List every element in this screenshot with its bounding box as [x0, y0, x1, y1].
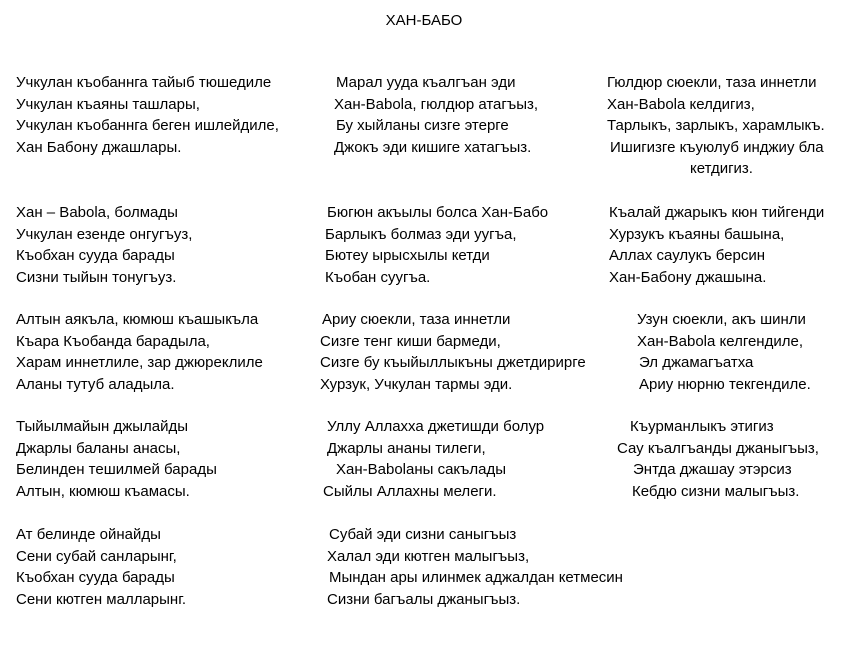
poem-line: Марал ууда къалгъан эди — [336, 74, 516, 91]
poem-line: Бюгюн акъылы болса Хан-Бабо — [327, 204, 549, 221]
poem-line: Аланы тутуб аладыла. — [16, 375, 175, 393]
poem-line: Ариу нюрню текгендиле. — [639, 375, 811, 393]
poem-line: Тарлыкъ, зарлыкъ, харамлыкъ. — [607, 117, 825, 135]
poem-line: Бу хыйланы сизге этерге — [336, 117, 509, 135]
poem-line: Сени субай санларынг, — [16, 547, 177, 565]
poem-line: Хан-Babolaны сакълады — [336, 461, 506, 479]
stanza-1 — [16, 72, 279, 158]
poem-line: Субай эди сизни саныгъыз — [329, 526, 517, 543]
poem-line: Сени кютген малларынг. — [16, 590, 187, 608]
poem-line: Энтда джашау этэрсиз — [633, 461, 792, 479]
poem-line: Гюлдюр сюекли, таза иннетли — [607, 74, 817, 91]
stanza-4 — [16, 202, 192, 288]
poem-line: Хурзукъ къаяны башына, — [609, 225, 785, 243]
poem-line: Мындан ары илинмек аджалдан кетмесин — [329, 569, 623, 587]
poem-line: Аллах саулукъ берсин — [609, 247, 765, 265]
poem-line: Халал эди кютген малыгъыз, — [327, 547, 530, 565]
poem-line: Хан-Babola келгендиле, — [637, 332, 803, 350]
stanza-9 — [637, 309, 811, 395]
stanza-7 — [16, 309, 263, 395]
poem-line: Сизге тенг киши бармеди, — [320, 332, 501, 350]
poem-title: ХАН-БАБО — [385, 12, 463, 29]
poem-line: Хан-Babola келдигиз, — [607, 95, 755, 113]
poem-line: Джарлы ананы тилеги, — [327, 439, 486, 457]
poem-line: Къара Къобанда барадыла, — [16, 332, 210, 350]
poem-line: Тыйылмайын джылайды — [16, 418, 189, 435]
poem-line: Уллу Аллахха джетишди болур — [327, 418, 545, 435]
poem-line: Джарлы баланы анасы, — [16, 439, 181, 457]
poem-line: Сизни багъалы джаныгъыз. — [327, 590, 521, 608]
poem-line: Хан-Babola, гюлдюр атагъыз, — [334, 95, 539, 113]
poem-line: Хан-Бабону джашына. — [609, 268, 767, 286]
poem-line: Алтын, кюмюш къамасы. — [16, 482, 190, 500]
poem-line: Узун сюекли, акъ шинли — [637, 311, 806, 328]
poem-line: Къурманлыкъ этигиз — [630, 418, 774, 435]
poem-line: Ат белинде ойнайды — [16, 526, 161, 543]
poem-line: Ариу сюекли, таза иннетли — [322, 311, 511, 328]
poem-line: Хан – Babola, болмады — [16, 204, 178, 221]
poem-line: Белинден тешилмей барады — [16, 461, 217, 479]
stanza-11 — [323, 416, 544, 502]
poem-line: Алтын аякъла, кюмюш къашыкъла — [16, 311, 259, 328]
poem-line: Къалай джарыкъ кюн тийгенди — [609, 204, 825, 221]
poem-line: Сизге бу къыйыллыкъны джетдирирге — [320, 354, 586, 372]
poem-line: Джокъ эди кишиге хатагъыз. — [334, 138, 532, 156]
poem-line: Хурзук, Учкулан тармы эди. — [320, 375, 513, 393]
poem-line: Сыйлы Аллахны мелеги. — [323, 482, 497, 500]
poem-line: Учкулан езенде онгугъуз, — [16, 225, 193, 243]
poem-line: Хан Бабону джашлары. — [16, 138, 182, 156]
stanza-13 — [16, 524, 186, 610]
poem-line: Эл джамагъатха — [639, 354, 754, 372]
poem-line: Сизни тыйын тонугъуз. — [16, 268, 177, 286]
stanza-3 — [607, 72, 825, 180]
stanza-6 — [609, 202, 824, 288]
stanza-2 — [334, 72, 538, 158]
poem-line: Къобхан сууда барады — [16, 247, 175, 265]
stanza-8 — [320, 309, 586, 395]
poem-line: кетдигиз. — [690, 160, 753, 178]
stanza-14 — [327, 524, 623, 610]
poem-line: Бютеу ырысхылы кетди — [325, 247, 490, 265]
poem-line: Барлыкъ болмаз эди уугъа, — [325, 225, 517, 243]
poem-line: Учкулан къобаннга тайыб тюшедиле — [16, 74, 272, 91]
poem-line: Къобан суугъа. — [325, 268, 431, 286]
poem-line: Кебдю сизни малыгъыз. — [632, 482, 800, 500]
poem-line: Сау къалгъанды джаныгъыз, — [617, 439, 819, 457]
poem-line: Ишигизге къуюлуб инджиу бла — [610, 138, 824, 156]
stanza-10 — [16, 416, 217, 502]
poem-line: Къобхан сууда барады — [16, 569, 175, 587]
stanza-5 — [327, 202, 548, 288]
stanza-12 — [617, 416, 819, 502]
poem-line: Учкулан къаяны ташлары, — [16, 95, 200, 113]
poem-line: Учкулан къобаннга беген ишлейдиле, — [16, 117, 279, 135]
poem-line: Харам иннетлиле, зар джюреклиле — [16, 354, 263, 372]
